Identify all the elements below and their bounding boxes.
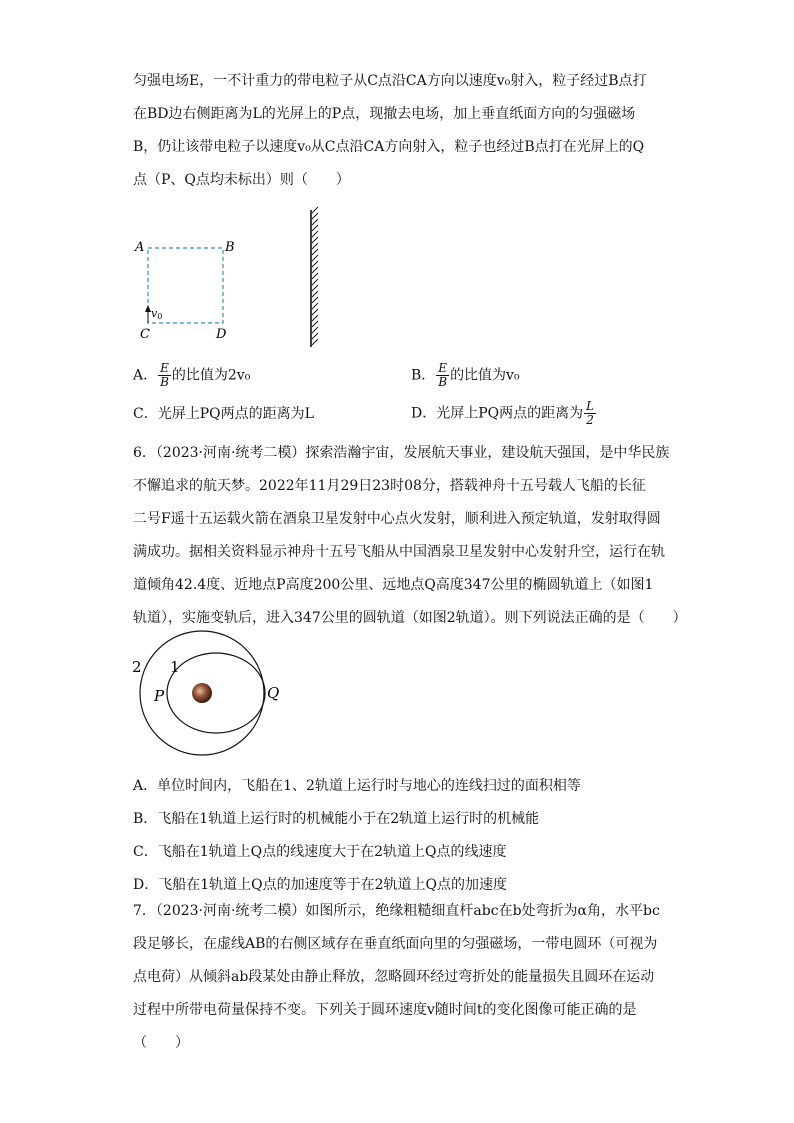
q5-line-3: B，仍让该带电粒子以速度v₀从C点沿CA方向射入，粒子也经过B点打在光屏上的Q [133,139,645,155]
q6-options [133,770,663,902]
q6-line-1: 6．（2023·河南·统考二模）探索浩瀚宇宙，发展航天事业，建设航天强国，是中华民族 [133,445,670,461]
q6-line-2: 不懈追求的航天梦。2022年11月29日23时08分，搭载神舟十五号载人飞船的长征 [133,478,646,494]
q5-option-c[interactable]: C．光屏上PQ两点的距离为L [133,406,314,422]
label-D: D [216,327,227,342]
q5-stem [133,65,663,197]
label-v0: v0 [151,307,163,321]
label-B: B [225,240,235,255]
q5-option-d[interactable]: D．光屏上PQ两点的距离为 $\frac{L}{2}$ [411,399,595,427]
label-C: C [140,327,150,342]
q5-square-figure [128,205,338,355]
q6-option-b[interactable]: B．飞船在1轨道上运行时的机械能小于在2轨道上运行时的机械能 [133,811,540,827]
q6-option-d[interactable]: D．飞船在1轨道上Q点的加速度等于在2轨道上Q点的加速度 [133,877,507,893]
q6-stem [133,437,687,635]
point-P-label: P [154,687,165,705]
q5-line-4: 点（P、Q点均未标出）则（ ） [133,172,350,188]
q5-option-a[interactable]: A． $\frac{E}{B}$ 的比值为2v₀ [133,361,251,389]
q7-line-5: （ ） [133,1035,189,1051]
q6-line-5: 道倾角42.4度、近地点P高度200公里、远地点Q高度347公里的椭圆轨道上（如图1 [133,577,654,593]
q7-line-4: 过程中所带电荷量保持不变。下列关于圆环速度v随时间t的变化图像可能正确的是 [133,1002,637,1018]
q6-line-6: 轨道），实施变轨后，进入347公里的圆轨道（如图2轨道）。则下列说法正确的是（ ） [133,610,687,626]
q6-line-3: 二号F遥十五运载火箭在酒泉卫星发射中心点火发射，顺利进入预定轨道，发射取得圆 [133,511,661,527]
fraction: $\frac{E}{B}$ [438,361,448,389]
fraction: $\frac{E}{B}$ [160,361,169,389]
q7-line-1: 7．（2023·河南·统考二模）如图所示，绝缘粗糙细直杆abc在b处弯折为α角，水平bc [133,903,660,919]
point-Q-label: Q [267,684,280,702]
label-A: A [135,240,145,255]
q6-option-a[interactable]: A．单位时间内，飞船在1、2轨道上运行时与地心的连线扫过的面积相等 [133,778,581,794]
q6-line-4: 满成功。据相关资料显示神舟十五号飞船从中国酒泉卫星发射中心发射升空，运行在轨 [133,544,665,560]
orbit-1-label: 1 [170,658,180,676]
orbit-2-label: 2 [132,658,142,676]
q6-option-c[interactable]: C．飞船在1轨道上Q点的线速度大于在2轨道上Q点的线速度 [133,844,507,860]
q5-line-1: 匀强电场E，一不计重力的带电粒子从C点沿CA方向以速度v₀射入，粒子经过B点打 [133,73,647,89]
fraction: $\frac{L}{2}$ [586,399,595,427]
q6-orbit-figure [128,630,298,760]
q7-line-3: 点电荷）从倾斜ab段某处由静止释放，忽略圆环经过弯折处的能量损失且圆环在运动 [133,969,655,985]
q7-stem [133,895,663,1060]
q5-line-2: 在BD边右侧距离为L的光屏上的P点，现撤去电场，加上垂直纸面方向的匀强磁场 [133,106,636,122]
q5-option-b[interactable]: B． $\frac{E}{B}$ 的比值为v₀ [411,361,520,389]
q7-line-2: 段足够长，在虚线AB的右侧区域存在垂直纸面向里的匀强磁场，一带电圆环（可视为 [133,936,658,952]
